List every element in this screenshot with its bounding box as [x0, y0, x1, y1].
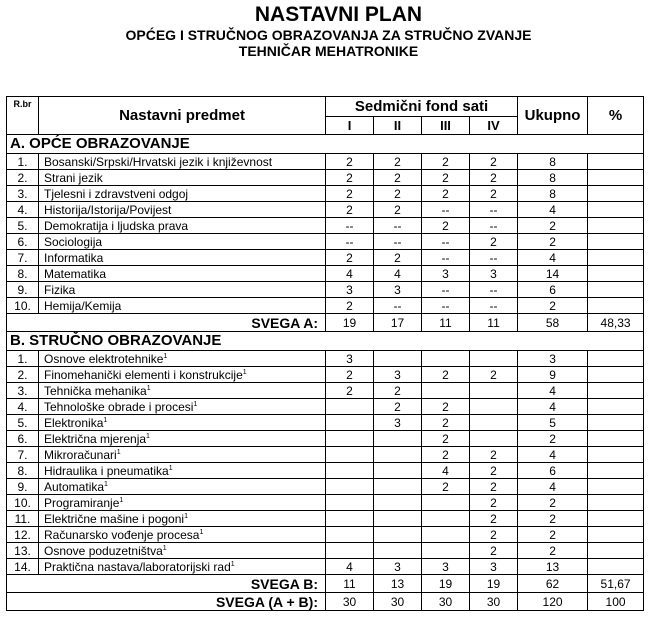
table-row [7, 415, 644, 431]
total-percent: 100 [588, 593, 644, 611]
subject-cell [39, 447, 326, 463]
total-hours: 2 [518, 298, 588, 314]
row-number: 4. [7, 202, 39, 218]
hours-year-2: 2 [374, 202, 422, 218]
hours-year-3: 2 [422, 447, 470, 463]
subject-name: Finomehanički elementi i konstrukcije [44, 367, 243, 382]
row-number: 7. [7, 447, 39, 463]
section-header-row [7, 332, 644, 351]
subject-cell [39, 218, 326, 234]
total-year-2: 30 [374, 593, 422, 611]
curriculum-table [6, 96, 644, 611]
hours-year-1: 2 [326, 367, 374, 383]
total-hours: 13 [518, 559, 588, 575]
percent-cell [588, 479, 644, 495]
total-hours: 9 [518, 367, 588, 383]
hours-year-1 [326, 495, 374, 511]
total-hours: 4 [518, 447, 588, 463]
hours-year-2 [374, 511, 422, 527]
hours-year-1: 4 [326, 559, 374, 575]
subject-cell [39, 383, 326, 399]
header-year-3: III [422, 117, 470, 135]
row-number: 5. [7, 218, 39, 234]
table-row [7, 250, 644, 266]
hours-year-2 [374, 447, 422, 463]
hours-year-1 [326, 527, 374, 543]
footnote-marker: 1 [242, 368, 247, 376]
footnote-marker: 1 [162, 544, 167, 552]
percent-cell [588, 186, 644, 202]
hours-year-4 [470, 351, 518, 367]
total-label: SVEGA B: [7, 575, 326, 593]
total-hours: 4 [518, 399, 588, 415]
hours-year-3: 2 [422, 367, 470, 383]
footnote-marker: 1 [163, 352, 168, 360]
subject-cell [39, 399, 326, 415]
table-row [7, 298, 644, 314]
section-total-row [7, 575, 644, 593]
hours-year-1: 2 [326, 250, 374, 266]
subject-name: Demokratija i ljudska prava [44, 218, 189, 233]
hours-year-4 [470, 383, 518, 399]
hours-year-2 [374, 479, 422, 495]
hours-year-2: 3 [374, 367, 422, 383]
hours-year-4: 2 [470, 447, 518, 463]
hours-year-4: 2 [470, 527, 518, 543]
row-number: 3. [7, 186, 39, 202]
subject-cell [39, 479, 326, 495]
header-rbr: R.br [7, 97, 39, 135]
hours-year-3: 3 [422, 266, 470, 282]
row-number: 14. [7, 559, 39, 575]
hours-year-1 [326, 511, 374, 527]
hours-year-2: 2 [374, 399, 422, 415]
percent-cell [588, 415, 644, 431]
total-hours: 2 [518, 495, 588, 511]
hours-year-1: -- [326, 218, 374, 234]
table-row [7, 186, 644, 202]
percent-cell [588, 298, 644, 314]
total-hours: 4 [518, 479, 588, 495]
percent-cell [588, 202, 644, 218]
hours-year-4: 3 [470, 266, 518, 282]
section-title: A. OPĆE OBRAZOVANJE [7, 135, 644, 154]
table-row [7, 463, 644, 479]
hours-year-4: 2 [470, 170, 518, 186]
total-hours: 8 [518, 170, 588, 186]
footnote-marker: 1 [104, 480, 108, 488]
page-subtitle-profession: TEHNIČAR MEHATRONIKE [238, 43, 419, 59]
hours-year-1 [326, 431, 374, 447]
hours-year-2: -- [374, 234, 422, 250]
subject-name: Historija/Istorija/Povijest [44, 202, 172, 217]
hours-year-2 [374, 463, 422, 479]
hours-year-4: 2 [470, 186, 518, 202]
hours-year-1 [326, 463, 374, 479]
hours-year-4: -- [470, 282, 518, 298]
hours-year-3: 4 [422, 463, 470, 479]
subject-cell [39, 559, 326, 575]
subject-cell [39, 543, 326, 559]
hours-year-3: 2 [422, 399, 470, 415]
hours-year-1 [326, 415, 374, 431]
hours-year-3: 2 [422, 218, 470, 234]
subject-name: Mikroračunari [44, 447, 117, 462]
hours-year-4: -- [470, 250, 518, 266]
hours-year-2 [374, 431, 422, 447]
total-hours: 2 [518, 218, 588, 234]
percent-cell [588, 351, 644, 367]
total-hours: 4 [518, 383, 588, 399]
section-header-row [7, 135, 644, 154]
total-hours: 5 [518, 415, 588, 431]
hours-year-4: -- [470, 218, 518, 234]
hours-year-3: 2 [422, 431, 470, 447]
table-row [7, 351, 644, 367]
subject-cell [39, 250, 326, 266]
percent-cell [588, 266, 644, 282]
hours-year-2: 4 [374, 266, 422, 282]
hours-year-4: -- [470, 298, 518, 314]
hours-year-4: 2 [470, 463, 518, 479]
subject-cell [39, 463, 326, 479]
total-hours: 6 [518, 463, 588, 479]
table-row [7, 495, 644, 511]
hours-year-3: -- [422, 282, 470, 298]
hours-year-3: 2 [422, 415, 470, 431]
total-hours: 3 [518, 351, 588, 367]
total-label: SVEGA A: [7, 314, 326, 332]
hours-year-3 [422, 511, 470, 527]
row-number: 9. [7, 282, 39, 298]
hours-year-1 [326, 447, 374, 463]
header-percent: % [588, 97, 644, 135]
hours-year-1: -- [326, 234, 374, 250]
subject-cell [39, 170, 326, 186]
hours-year-4: 2 [470, 543, 518, 559]
hours-year-2 [374, 543, 422, 559]
subject-name: Matematika [44, 266, 107, 281]
row-number: 2. [7, 170, 39, 186]
subject-cell [39, 527, 326, 543]
total-hours: 2 [518, 431, 588, 447]
row-number: 10. [7, 495, 39, 511]
percent-cell [588, 234, 644, 250]
row-number: 1. [7, 351, 39, 367]
percent-cell [588, 399, 644, 415]
subject-cell [39, 154, 326, 170]
header-weekly-hours: Sedmični fond sati [326, 97, 518, 117]
row-number: 10. [7, 298, 39, 314]
hours-year-4: 2 [470, 511, 518, 527]
row-number: 3. [7, 383, 39, 399]
table-row [7, 234, 644, 250]
row-number: 1. [7, 154, 39, 170]
hours-year-3: -- [422, 234, 470, 250]
percent-cell [588, 447, 644, 463]
page-title: NASTAVNI PLAN [254, 3, 423, 26]
header-year-1: I [326, 117, 374, 135]
table-row [7, 367, 644, 383]
hours-year-2: 3 [374, 559, 422, 575]
hours-year-1: 2 [326, 298, 374, 314]
percent-cell [588, 250, 644, 266]
percent-cell [588, 495, 644, 511]
percent-cell [588, 527, 644, 543]
total-hours: 8 [518, 154, 588, 170]
subject-cell [39, 431, 326, 447]
subject-name: Sociologija [44, 234, 103, 249]
table-row [7, 479, 644, 495]
row-number: 5. [7, 415, 39, 431]
total-year-2: 17 [374, 314, 422, 332]
subject-name: Bosanski/Srpski/Hrvatski jezik i književnost [44, 154, 273, 169]
total-year-1: 30 [326, 593, 374, 611]
table-row [7, 154, 644, 170]
total-hours: 62 [518, 575, 588, 593]
subject-cell [39, 282, 326, 298]
subject-name: Strani jezik [44, 170, 103, 185]
hours-year-1: 2 [326, 383, 374, 399]
grand-total-row [7, 593, 644, 611]
subject-cell [39, 298, 326, 314]
hours-year-2: -- [374, 298, 422, 314]
hours-year-1: 2 [326, 154, 374, 170]
percent-cell [588, 154, 644, 170]
table-row [7, 559, 644, 575]
subject-name: Automatika [44, 479, 105, 494]
table-row [7, 447, 644, 463]
subject-name: Osnove elektrotehnike [44, 351, 164, 366]
total-percent: 48,33 [588, 314, 644, 332]
total-hours: 6 [518, 282, 588, 298]
hours-year-4 [470, 431, 518, 447]
hours-year-2: 2 [374, 250, 422, 266]
hours-year-4: 2 [470, 479, 518, 495]
subject-cell [39, 415, 326, 431]
percent-cell [588, 170, 644, 186]
hours-year-3 [422, 383, 470, 399]
hours-year-4 [470, 399, 518, 415]
hours-year-1 [326, 399, 374, 415]
hours-year-2: -- [374, 218, 422, 234]
table-row [7, 431, 644, 447]
subject-name: Osnove poduzetništva [44, 543, 163, 558]
total-hours: 58 [518, 314, 588, 332]
percent-cell [588, 543, 644, 559]
total-year-4: 19 [470, 575, 518, 593]
row-number: 4. [7, 399, 39, 415]
footnote-marker: 1 [184, 512, 188, 520]
row-number: 13. [7, 543, 39, 559]
total-year-3: 30 [422, 593, 470, 611]
hours-year-1 [326, 479, 374, 495]
percent-cell [588, 431, 644, 447]
hours-year-1: 3 [326, 351, 374, 367]
footnote-marker: 1 [199, 528, 204, 536]
hours-year-3: 2 [422, 154, 470, 170]
table-row [7, 282, 644, 298]
hours-year-2 [374, 495, 422, 511]
total-year-4: 30 [470, 593, 518, 611]
total-year-1: 11 [326, 575, 374, 593]
row-number: 11. [7, 511, 39, 527]
subject-name: Praktična nastava/laboratorijski rad [44, 559, 231, 574]
page-subtitle: OPĆEG I STRUČNOG OBRAZOVANJA ZA STRUČNO ZVANJE [125, 27, 532, 43]
footnote-marker: 1 [230, 560, 235, 568]
footnote-marker: 1 [103, 416, 108, 424]
percent-cell [588, 383, 644, 399]
total-year-3: 11 [422, 314, 470, 332]
footnote-marker: 1 [146, 384, 151, 392]
header-subject: Nastavni predmet [39, 97, 326, 135]
subject-cell [39, 266, 326, 282]
hours-year-1: 2 [326, 186, 374, 202]
row-number: 7. [7, 250, 39, 266]
hours-year-1: 4 [326, 266, 374, 282]
row-number: 8. [7, 463, 39, 479]
row-number: 9. [7, 479, 39, 495]
header-total: Ukupno [518, 97, 588, 135]
table-row [7, 218, 644, 234]
hours-year-4: 3 [470, 559, 518, 575]
hours-year-4: 2 [470, 367, 518, 383]
header-year-4: IV [470, 117, 518, 135]
subject-name: Hidraulika i pneumatika [44, 463, 169, 478]
subject-cell [39, 234, 326, 250]
footnote-marker: 1 [119, 496, 124, 504]
percent-cell [588, 367, 644, 383]
total-hours: 2 [518, 234, 588, 250]
subject-name: Tjelesni i zdravstveni odgoj [44, 186, 189, 201]
section-title: B. STRUČNO OBRAZOVANJE [7, 332, 644, 351]
total-year-2: 13 [374, 575, 422, 593]
total-percent: 51,67 [588, 575, 644, 593]
footnote-marker: 1 [168, 464, 173, 472]
subject-cell [39, 367, 326, 383]
percent-cell [588, 463, 644, 479]
total-year-1: 19 [326, 314, 374, 332]
subject-name: Programiranje [44, 495, 120, 510]
total-hours: 2 [518, 511, 588, 527]
hours-year-4: -- [470, 202, 518, 218]
footnote-marker: 1 [193, 400, 198, 408]
total-hours: 2 [518, 527, 588, 543]
subject-name: Električne mašine i pogoni [44, 511, 185, 526]
hours-year-3: 2 [422, 479, 470, 495]
hours-year-4 [470, 415, 518, 431]
table-row [7, 511, 644, 527]
hours-year-3 [422, 495, 470, 511]
hours-year-3: -- [422, 250, 470, 266]
hours-year-3: 2 [422, 186, 470, 202]
footnote-marker: 1 [116, 448, 121, 456]
subject-cell [39, 202, 326, 218]
hours-year-2: 2 [374, 154, 422, 170]
row-number: 2. [7, 367, 39, 383]
hours-year-3: 3 [422, 559, 470, 575]
subject-name: Tehnička mehanika [44, 383, 147, 398]
hours-year-2: 2 [374, 383, 422, 399]
hours-year-3 [422, 351, 470, 367]
total-hours: 14 [518, 266, 588, 282]
section-total-row [7, 314, 644, 332]
percent-cell [588, 218, 644, 234]
hours-year-3 [422, 543, 470, 559]
table-row [7, 399, 644, 415]
hours-year-4: 2 [470, 154, 518, 170]
subject-cell [39, 511, 326, 527]
row-number: 12. [7, 527, 39, 543]
table-row [7, 527, 644, 543]
hours-year-4: 2 [470, 234, 518, 250]
percent-cell [588, 511, 644, 527]
hours-year-2: 3 [374, 415, 422, 431]
hours-year-2: 3 [374, 282, 422, 298]
row-number: 6. [7, 234, 39, 250]
footnote-marker: 1 [146, 432, 150, 440]
subject-name: Električna mjerenja [44, 431, 147, 446]
hours-year-3: -- [422, 298, 470, 314]
hours-year-3: 2 [422, 170, 470, 186]
total-hours: 4 [518, 202, 588, 218]
total-year-4: 11 [470, 314, 518, 332]
subject-cell [39, 351, 326, 367]
total-hours: 2 [518, 543, 588, 559]
subject-name: Tehnološke obrade i procesi [44, 399, 194, 414]
hours-year-2 [374, 351, 422, 367]
subject-name: Informatika [44, 250, 104, 265]
hours-year-4: 2 [470, 495, 518, 511]
row-number: 6. [7, 431, 39, 447]
subject-cell [39, 495, 326, 511]
hours-year-3 [422, 527, 470, 543]
percent-cell [588, 559, 644, 575]
total-year-3: 19 [422, 575, 470, 593]
table-row [7, 543, 644, 559]
table-row [7, 170, 644, 186]
percent-cell [588, 282, 644, 298]
hours-year-2: 2 [374, 186, 422, 202]
subject-name: Fizika [44, 282, 76, 297]
hours-year-1 [326, 543, 374, 559]
hours-year-1: 3 [326, 282, 374, 298]
table-row [7, 383, 644, 399]
header-year-2: II [374, 117, 422, 135]
total-hours: 120 [518, 593, 588, 611]
total-label: SVEGA (A + B): [7, 593, 326, 611]
total-hours: 4 [518, 250, 588, 266]
row-number: 8. [7, 266, 39, 282]
hours-year-2: 2 [374, 170, 422, 186]
subject-name: Računarsko vođenje procesa [44, 527, 200, 542]
subject-name: Elektronika [44, 415, 104, 430]
table-header-row [7, 97, 644, 117]
table-row [7, 266, 644, 282]
subject-cell [39, 186, 326, 202]
hours-year-1: 2 [326, 202, 374, 218]
table-row [7, 202, 644, 218]
hours-year-1: 2 [326, 170, 374, 186]
hours-year-2 [374, 527, 422, 543]
total-hours: 8 [518, 186, 588, 202]
hours-year-3: -- [422, 202, 470, 218]
subject-name: Hemija/Kemija [44, 298, 122, 313]
